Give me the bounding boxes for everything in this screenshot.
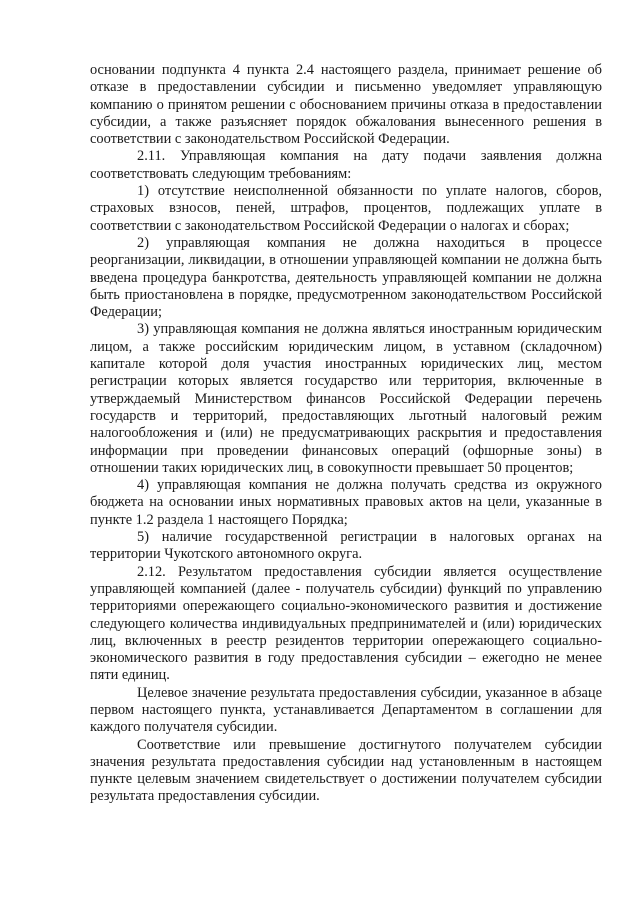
paragraph-requirement-2: 2) управляющая компания не должна находиться в процессе реорганизации, ликвидации, в отношении управляющей компании не должна быть введена процедура банкротства, деятельность управляющей компании не должна быть приостановлена в порядке, предусмотренном законодательством Российской Федерации;: [90, 234, 602, 321]
document-body: [90, 62, 602, 806]
paragraph-continuation: основании подпункта 4 пункта 2.4 настоящего раздела, принимает решение об отказе в предоставлении субсидии и письменно уведомляет управляющую компанию о принятом решении с обоснованием причины отказа в предоставлении субсидии, а также разъясняет порядок обжалования вынесенного решения в соответствии с законодательством Российской Федерации.: [90, 62, 602, 148]
paragraph-target-value: Целевое значение результата предоставления субсидии, указанное в абзаце первом настоящего пункта, устанавливается Департаментом в соглашении для каждого получателя субсидии.: [90, 684, 602, 736]
paragraph-requirement-3: 3) управляющая компания не должна являться иностранным юридическим лицом, а также российским юридическим лицом, в уставном (складочном) капитале которой доля участия иностранных юридических лиц, местом регистрации которых является государство или территория, включенные в утверждаемый Министерством финансов Российской Федерации перечень государств и территорий, предоставляющих льготный налоговый режим налогообложения и (или) не предусматривающих раскрытия и предоставления информации при проведении финансовых операций (офшорные зоны) в отношении таких юридических лиц, в совокупности превышает 50 процентов;: [90, 321, 602, 476]
paragraph-clause-2-11: 2.11. Управляющая компания на дату подачи заявления должна соответствовать следующим требованиям:: [90, 148, 602, 182]
paragraph-requirement-5: 5) наличие государственной регистрации в налоговых органах на территории Чукотского автономного округа.: [90, 529, 602, 563]
paragraph-requirement-1: 1) отсутствие неисполненной обязанности по уплате налогов, сборов, страховых взносов, пеней, штрафов, процентов, подлежащих уплате в соответствии с законодательством Российской Федерации о налогах и сборах;: [90, 183, 602, 234]
paragraph-clause-2-12: 2.12. Результатом предоставления субсидии является осуществление управляющей компанией (далее - получатель субсидии) функций по управлению территориями опережающего социально-экономического развития и достижение следующего количества индивидуальных предпринимателей и (или) юридических лиц, включенных в реестр резидентов территории опережающего социально-экономического развития в году предоставления субсидии – ежегодно не менее пяти единиц.: [90, 563, 602, 684]
paragraph-requirement-4: 4) управляющая компания не должна получать средства из окружного бюджета на основании иных нормативных правовых актов на цели, указанные в пункте 1.2 раздела 1 настоящего Порядка;: [90, 477, 602, 528]
paragraph-achievement: Соответствие или превышение достигнутого получателем субсидии значения результата предоставления субсидии над установленным в настоящем пункте целевым значением свидетельствует о достижении получателем субсидии результата предоставления субсидии.: [90, 736, 602, 805]
